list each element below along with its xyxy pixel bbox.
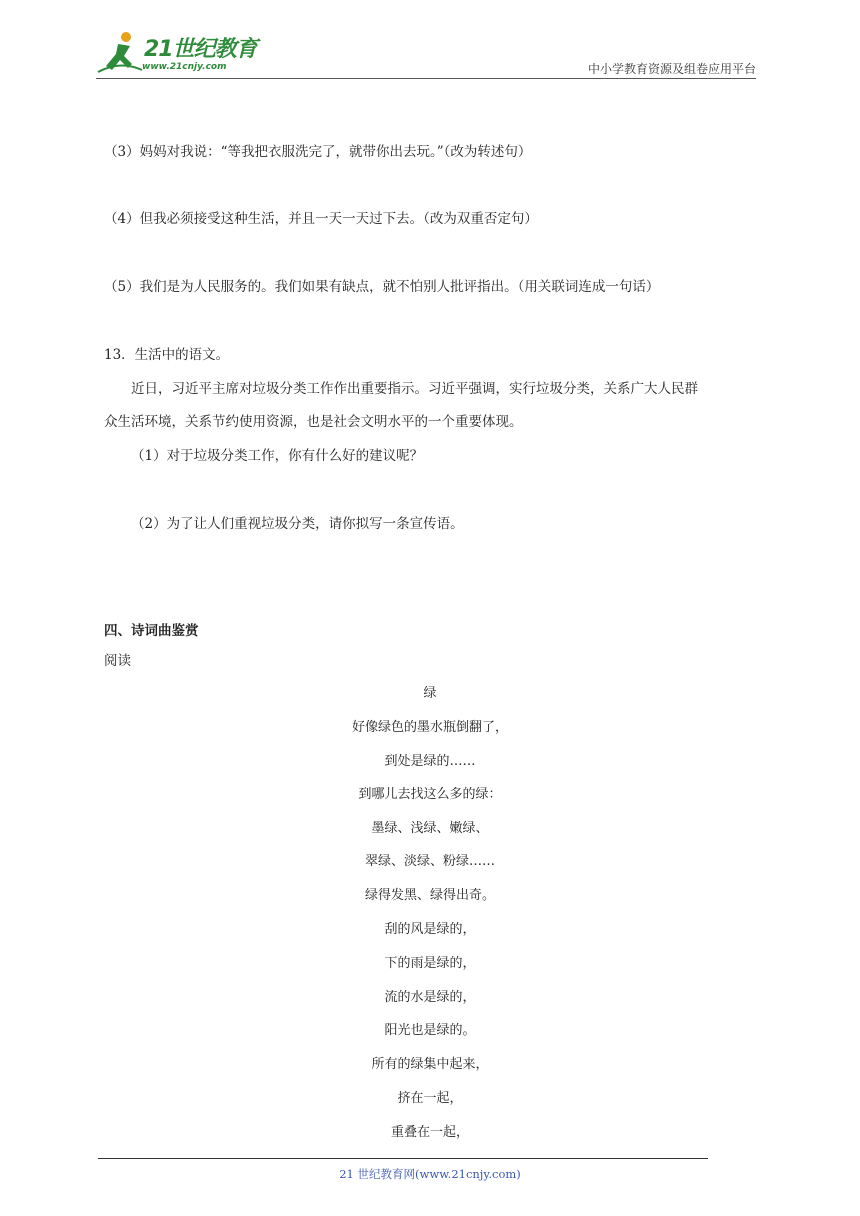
poem-line-10: 阳光也是绿的。 bbox=[384, 1023, 476, 1038]
poem-line-12: 挤在一起， bbox=[397, 1091, 463, 1106]
poem-line-13: 重叠在一起， bbox=[390, 1125, 469, 1140]
question-13-sub-1: （1）对于垃圾分类工作，你有什么好的建议呢？ bbox=[131, 448, 424, 464]
poem-line-11: 所有的绿集中起来， bbox=[371, 1057, 489, 1072]
poem-line-5: 翠绿、淡绿、粉绿…… bbox=[364, 854, 495, 869]
poem-line-3: 到哪儿去找这么多的绿： bbox=[358, 787, 502, 802]
question-13-title: 13．生活中的语文。 bbox=[104, 347, 230, 363]
footer-link[interactable]: 21 世纪教育网(www.21cnjy.com) bbox=[339, 1167, 521, 1181]
question-13-sub-2: （2）为了让人们重视垃圾分类，请你拟写一条宣传语。 bbox=[131, 516, 464, 532]
question-13-paragraph-line-1: 近日，习近平主席对垃圾分类工作作出重要指示。习近平强调，实行垃圾分类，关系广大人民群 bbox=[131, 381, 698, 397]
poem-line-8: 下的雨是绿的， bbox=[384, 956, 476, 971]
logo-brand-text: 21世纪教育 bbox=[144, 37, 257, 62]
footer-divider bbox=[98, 1158, 708, 1159]
platform-name: 中小学教育资源及组卷应用平台 bbox=[587, 62, 756, 76]
question-5: （5）我们是为人民服务的。我们如果有缺点，就不怕别人批评指出。（用关联词连成一句话） bbox=[104, 279, 660, 295]
question-4: （4）但我必须接受这种生活，并且一天一天过下去。（改为双重否定句） bbox=[104, 211, 538, 227]
read-label: 阅读 bbox=[104, 653, 131, 669]
poem-line-6: 绿得发黑、绿得出奇。 bbox=[364, 888, 495, 903]
poem-line-4: 墨绿、浅绿、嫩绿、 bbox=[371, 821, 489, 836]
question-3: （3）妈妈对我说：“等我把衣服洗完了，就带你出去玩。”（改为转述句） bbox=[104, 144, 532, 160]
section-4-title: 四、诗词曲鉴赏 bbox=[104, 623, 199, 639]
poem-line-7: 刮的风是绿的， bbox=[384, 922, 476, 937]
poem-line-1: 好像绿色的墨水瓶倒翻了， bbox=[351, 720, 508, 735]
header-divider bbox=[96, 78, 756, 79]
poem-title: 绿 bbox=[423, 686, 437, 701]
poem-line-9: 流的水是绿的， bbox=[384, 990, 476, 1005]
site-logo[interactable] bbox=[96, 30, 266, 78]
page-header bbox=[0, 0, 860, 80]
poem-line-2: 到处是绿的…… bbox=[384, 754, 476, 769]
question-13-paragraph-line-2: 众生活环境，关系节约使用资源，也是社会文明水平的一个重要体现。 bbox=[104, 414, 523, 430]
logo-url-text: www.21cnjy.com bbox=[142, 62, 227, 72]
runner-logo-icon bbox=[96, 30, 144, 76]
